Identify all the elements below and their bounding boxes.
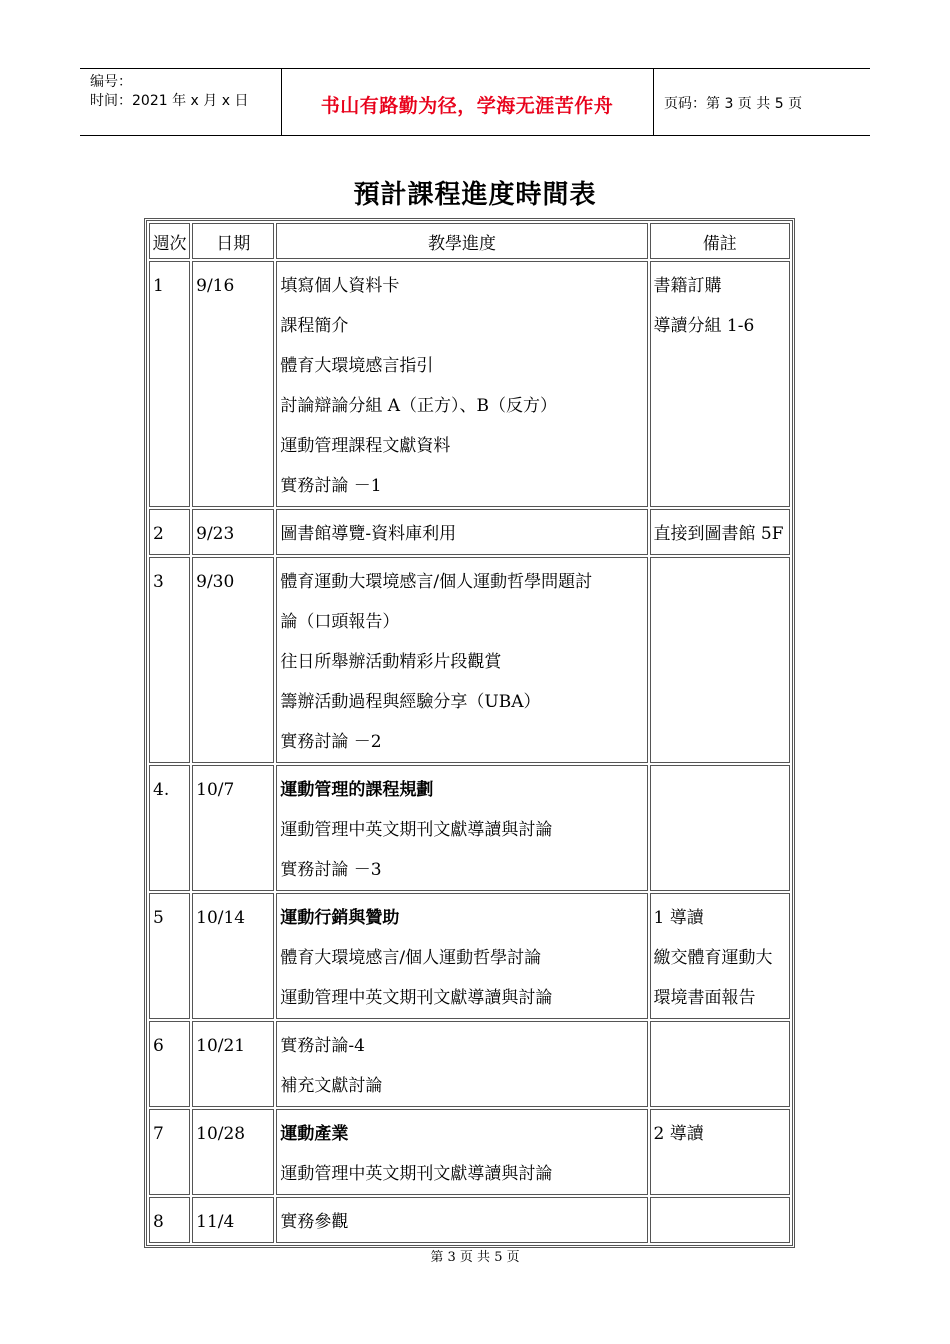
week-cell bbox=[149, 509, 190, 555]
week-cell bbox=[149, 1197, 190, 1243]
week-cell bbox=[149, 1109, 190, 1195]
note-item: 2 導讀 bbox=[653, 1124, 704, 1144]
week-number: 6 bbox=[153, 1036, 164, 1056]
week-number: 2 bbox=[153, 524, 164, 544]
topic-heading: 運動產業 bbox=[280, 1124, 349, 1144]
progress-cell bbox=[276, 1197, 647, 1243]
table-header-row bbox=[149, 223, 790, 259]
progress-item: 運動管理中英文期刊文獻導讀與討論 bbox=[280, 820, 553, 840]
progress-cell bbox=[276, 557, 647, 763]
progress-item: 實務參觀 bbox=[280, 1212, 349, 1232]
progress-item: 實務討論-4 bbox=[280, 1036, 365, 1056]
table-row bbox=[149, 1109, 790, 1195]
progress-cell bbox=[276, 509, 647, 555]
date-cell bbox=[192, 1109, 274, 1195]
progress-item: 實務討論 －1 bbox=[280, 476, 382, 496]
table-row bbox=[149, 1021, 790, 1107]
progress-cell bbox=[276, 1109, 647, 1195]
progress-cell bbox=[276, 1021, 647, 1107]
page-header bbox=[80, 68, 870, 136]
progress-item: 體育大環境感言指引 bbox=[280, 356, 434, 376]
progress-item: 運動管理課程文獻資料 bbox=[280, 436, 451, 456]
column-header-date: 日期 bbox=[192, 223, 274, 259]
topic-heading: 運動行銷與贊助 bbox=[280, 908, 400, 928]
progress-item: 運動管理中英文期刊文獻導讀與討論 bbox=[280, 1164, 553, 1184]
column-header-week: 週次 bbox=[149, 223, 190, 259]
progress-item: 運動管理中英文期刊文獻導讀與討論 bbox=[280, 988, 553, 1008]
table-row bbox=[149, 509, 790, 555]
notes-cell bbox=[650, 509, 790, 555]
schedule-table bbox=[144, 218, 795, 1248]
session-date: 9/30 bbox=[196, 572, 235, 592]
notes-cell bbox=[650, 1021, 790, 1107]
week-cell bbox=[149, 893, 190, 1019]
progress-item: 實務討論 －2 bbox=[280, 732, 382, 752]
table-row bbox=[149, 261, 790, 507]
notes-cell bbox=[650, 1109, 790, 1195]
progress-item: 補充文獻討論 bbox=[280, 1076, 383, 1096]
progress-item: 論（口頭報告） bbox=[280, 612, 400, 632]
note-item: 繳交體育運動大 bbox=[653, 948, 773, 968]
table-row bbox=[149, 557, 790, 763]
header-page-indicator: 页码：第 3 页 共 5 页 bbox=[664, 96, 803, 112]
note-item: 1 導讀 bbox=[653, 908, 704, 928]
progress-cell bbox=[276, 893, 647, 1019]
notes-cell bbox=[650, 1197, 790, 1243]
note-item: 導讀分組 1-6 bbox=[653, 316, 755, 336]
date-cell bbox=[192, 1197, 274, 1243]
notes-cell bbox=[650, 765, 790, 891]
notes-cell bbox=[650, 557, 790, 763]
week-cell bbox=[149, 765, 190, 891]
session-date: 10/21 bbox=[196, 1036, 246, 1056]
week-number: 4. bbox=[153, 780, 170, 800]
date-cell bbox=[192, 765, 274, 891]
week-number: 3 bbox=[153, 572, 164, 592]
document-number-label: 编号： bbox=[90, 74, 132, 90]
week-number: 1 bbox=[153, 276, 164, 296]
session-date: 11/4 bbox=[196, 1212, 235, 1232]
date-cell bbox=[192, 509, 274, 555]
week-cell bbox=[149, 1021, 190, 1107]
session-date: 10/7 bbox=[196, 780, 235, 800]
progress-item: 往日所舉辦活動精彩片段觀賞 bbox=[280, 652, 502, 672]
progress-item: 體育大環境感言/個人運動哲學討論 bbox=[280, 948, 542, 968]
progress-item: 討論辯論分組 A（正方）、B（反方） bbox=[280, 396, 558, 416]
notes-cell bbox=[650, 893, 790, 1019]
session-date: 9/23 bbox=[196, 524, 235, 544]
progress-item: 課程簡介 bbox=[280, 316, 349, 336]
session-date: 9/16 bbox=[196, 276, 235, 296]
progress-item: 體育運動大環境感言/個人運動哲學問題討 bbox=[280, 572, 593, 592]
column-header-notes: 備註 bbox=[650, 223, 790, 259]
week-number: 5 bbox=[153, 908, 164, 928]
topic-heading: 運動管理的課程規劃 bbox=[280, 780, 434, 800]
note-item: 直接到圖書館 5F bbox=[653, 524, 784, 544]
progress-item: 實務討論 －3 bbox=[280, 860, 382, 880]
page-title: 預計課程進度時間表 bbox=[353, 180, 597, 210]
table-row bbox=[149, 893, 790, 1019]
notes-cell bbox=[650, 261, 790, 507]
table-row bbox=[149, 1197, 790, 1243]
note-item: 環境書面報告 bbox=[653, 988, 756, 1008]
week-cell bbox=[149, 557, 190, 763]
progress-item: 圖書館導覽-資料庫利用 bbox=[280, 524, 457, 544]
session-date: 10/14 bbox=[196, 908, 246, 928]
page-footer: 第 3 页 共 5 页 bbox=[430, 1250, 520, 1265]
progress-cell bbox=[276, 261, 647, 507]
header-meta bbox=[90, 73, 280, 111]
header-divider bbox=[653, 69, 654, 136]
date-cell bbox=[192, 557, 274, 763]
column-header-progress: 教學進度 bbox=[276, 223, 647, 259]
session-date: 10/28 bbox=[196, 1124, 246, 1144]
table-row bbox=[149, 765, 790, 891]
document-time-label: 时间：2021 年 x 月 x 日 bbox=[90, 93, 249, 109]
progress-item: 籌辦活動過程與經驗分享（UBA） bbox=[280, 692, 541, 712]
note-item: 書籍訂購 bbox=[653, 276, 722, 296]
date-cell bbox=[192, 1021, 274, 1107]
week-number: 7 bbox=[153, 1124, 164, 1144]
progress-cell bbox=[276, 765, 647, 891]
date-cell bbox=[192, 261, 274, 507]
week-number: 8 bbox=[153, 1212, 164, 1232]
progress-item: 填寫個人資料卡 bbox=[280, 276, 400, 296]
header-motto: 书山有路勤为径，学海无涯苦作舟 bbox=[320, 95, 614, 117]
week-cell bbox=[149, 261, 190, 507]
date-cell bbox=[192, 893, 274, 1019]
